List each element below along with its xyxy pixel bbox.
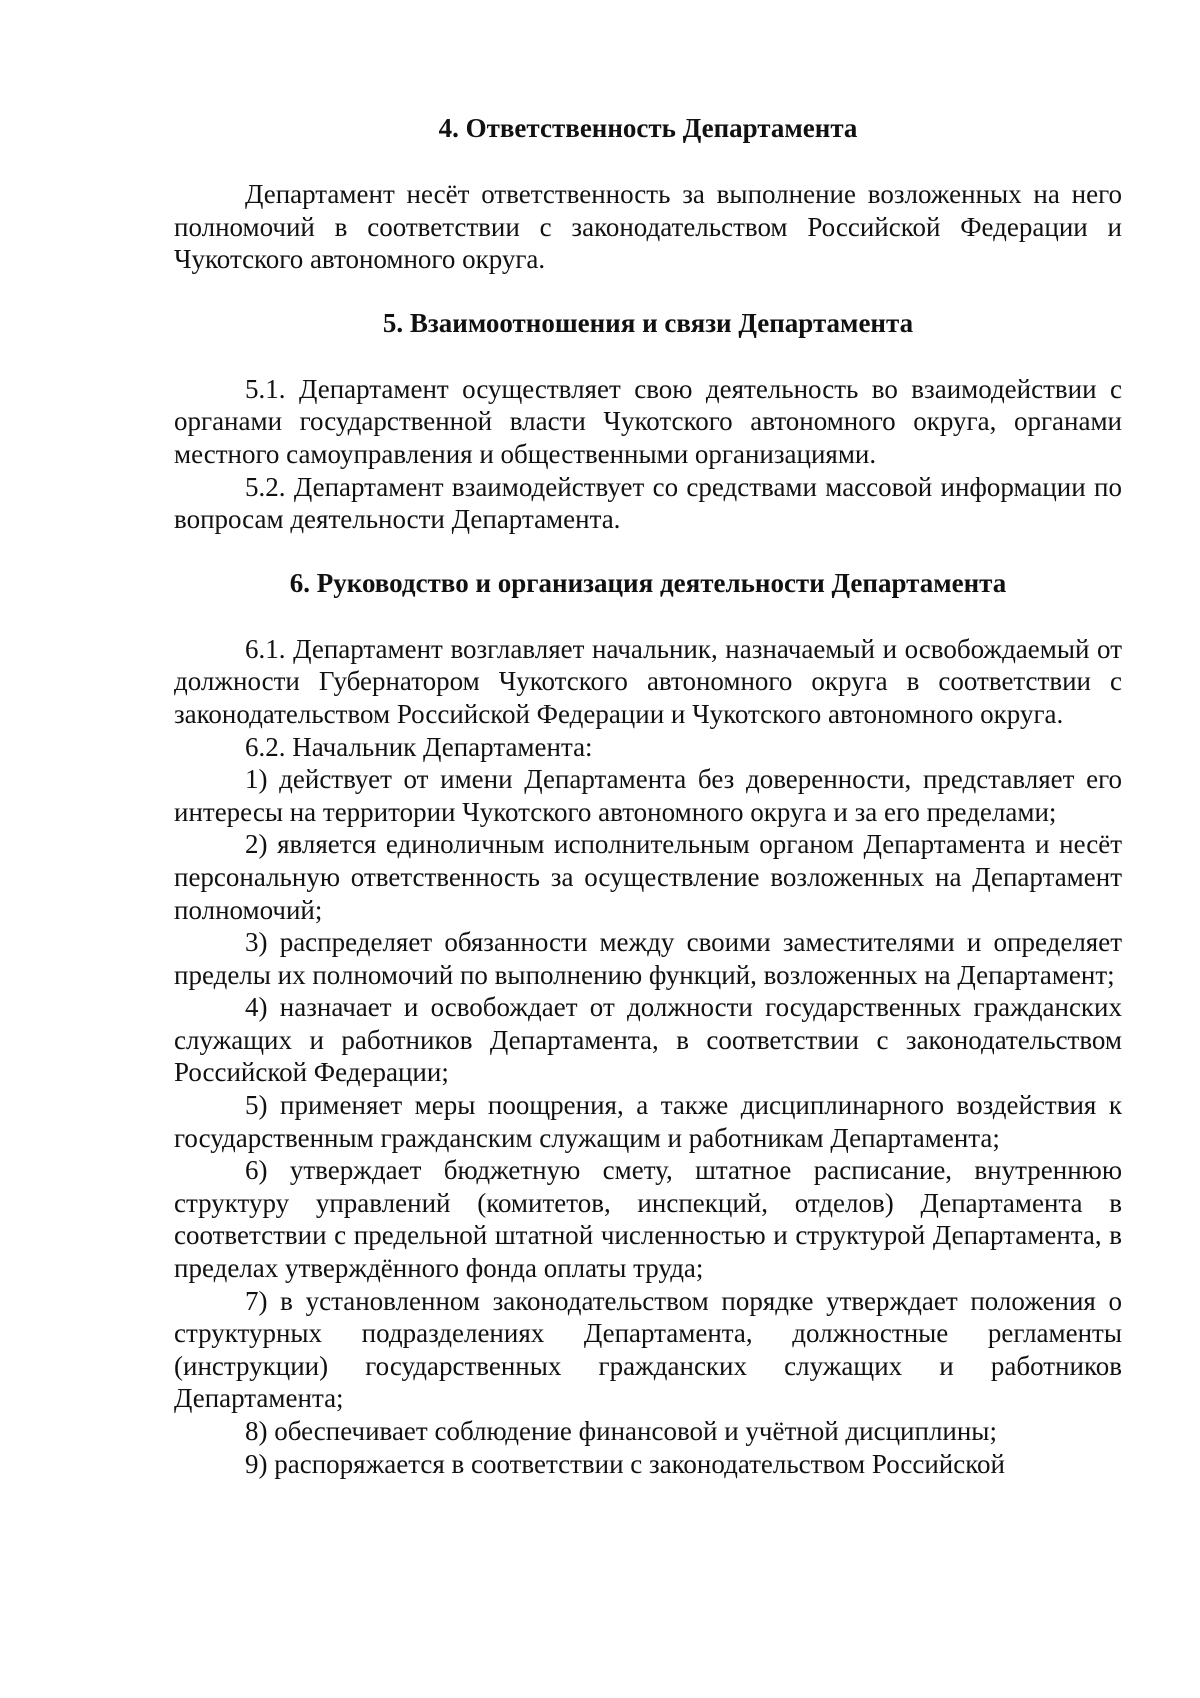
section-heading: 4. Ответственность Департамента <box>438 113 858 143</box>
section-4 <box>174 112 1122 276</box>
list-item: 8) обеспечивает соблюдение финансовой и учётной дисциплины; <box>245 1416 997 1446</box>
section-5 <box>174 307 1122 536</box>
paragraph: 5.1. Департамент осуществляет свою деятельность во взаимодействии с органами государственной власти Чукотского автономного округа, органами местного самоуправления и общественными организациями. <box>174 373 1122 469</box>
paragraph: Департамент несёт ответственность за выполнение возложенных на него полномочий в соответствии с законодательством Российской Федерации и Чукотского автономного округа. <box>174 179 1122 275</box>
list-item: 9) распоряжается в соответствии с законодательством Российской <box>245 1448 1005 1479</box>
list-item: 5) применяет меры поощрения, а также дисциплинарного воздействия к государственным гражданским служащим и работникам Департамента; <box>174 1090 1122 1153</box>
list-item: 7) в установленном законодательством порядке утверждает положения о структурных подразделениях Департамента, должностные регламенты (инструкции) государственных гражданских служащих и работников Департамента; <box>174 1285 1122 1414</box>
list-item: 6) утверждает бюджетную смету, штатное расписание, внутреннюю структуру управлений (комитетов, инспекций, отделов) Департамента в соответствии с предельной штатной численностью и структурой Департамента, в пределах утверждённого фонда оплаты труда; <box>174 1155 1122 1284</box>
list-item: 2) является единоличным исполнительным органом Департамента и несёт персональную ответственность за осуществление возложенных на Департамент полномочий; <box>174 829 1122 925</box>
paragraph: 5.2. Департамент взаимодействует со средствами массовой информации по вопросам деятельности Департамента. <box>174 471 1122 535</box>
paragraph: 6.2. Начальник Департамента: <box>245 731 593 762</box>
list-item: 1) действует от имени Департамента без доверенности, представляет его интересы на территории Чукотского автономного округа и за его пределами; <box>174 764 1122 827</box>
document-body <box>174 112 1122 1480</box>
section-6 <box>174 567 1122 1480</box>
list-item: 3) распределяет обязанности между своими заместителями и определяет пределы их полномочий по выполнению функций, возложенных на Департамент; <box>174 927 1122 990</box>
section-heading: 6. Руководство и организация деятельности Департамента <box>289 567 1007 598</box>
section-heading: 5. Взаимоотношения и связи Департамента <box>382 307 914 338</box>
list-item: 4) назначает и освобождает от должности государственных гражданских служащих и работников Департамента, в соответствии с законодательством Российской Федерации; <box>174 992 1122 1088</box>
paragraph: 6.1. Департамент возглавляет начальник, назначаемый и освобождаемый от должности Губернатором Чукотского автономного округа в соответствии с законодательством Российской Федерации и Чукотского автономного округа. <box>174 633 1122 729</box>
